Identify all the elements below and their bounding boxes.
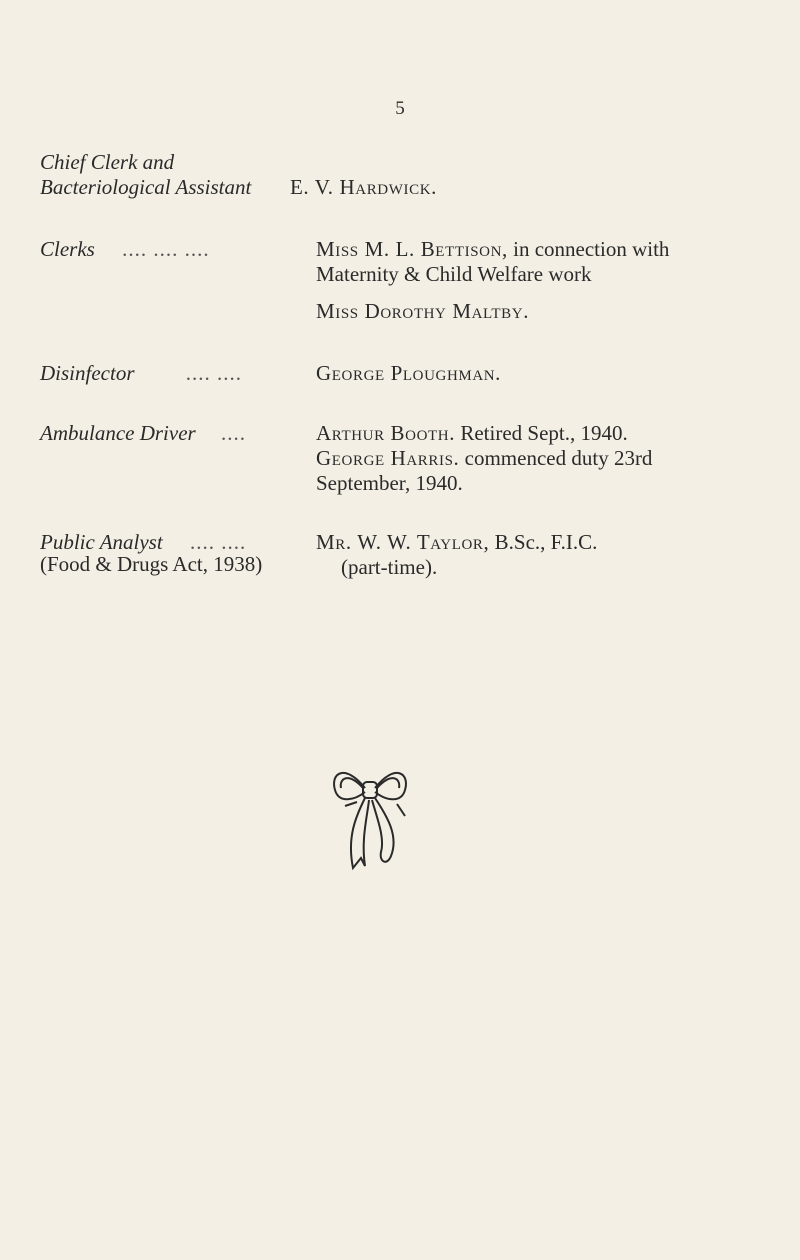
role-line: Chief Clerk and (40, 150, 175, 174)
leader-dots: .... .... .... (122, 237, 210, 261)
role-label (40, 150, 251, 200)
staff-name (316, 361, 686, 386)
person-name: Miss M. L. Bettison, (316, 237, 508, 261)
leader-dots: .... (220, 421, 246, 445)
person-name: George Harris. (316, 446, 460, 470)
staff-name (316, 421, 686, 496)
person-name: E. V. Hardwick. (290, 175, 437, 199)
staff-name (316, 237, 686, 324)
person-detail: Retired Sept., 1940. (455, 421, 628, 445)
person-detail: in connection with Maternity & Child Welfare work (316, 237, 670, 286)
role-text: Public Analyst (40, 530, 163, 554)
ribbon-bow-icon (325, 758, 415, 878)
person-name: Mr. W. W. Taylor, (316, 530, 490, 554)
leader-dots: .... .... (185, 361, 242, 385)
role-text: Ambulance Driver (40, 421, 196, 445)
person-detail: B.Sc., F.I.C. (489, 530, 598, 554)
leader-dots: .... .... (189, 530, 247, 554)
staff-name (290, 175, 660, 200)
role-sub-label: (Food & Drugs Act, 1938) (40, 552, 263, 576)
role-label (40, 421, 246, 446)
person-detail: commenced duty 23rd September, 1940. (316, 446, 653, 495)
page-number: 5 (395, 98, 405, 119)
role-label (40, 237, 210, 262)
person-name: Arthur Booth. (316, 421, 456, 445)
role-label (40, 361, 242, 386)
person-name: Miss Dorothy Maltby. (316, 299, 530, 323)
person-note: (part-time). (341, 555, 438, 579)
role-text: Clerks (40, 237, 95, 261)
person-name: George Ploughman. (316, 361, 502, 385)
role-line: Bacteriological Assistant (40, 175, 252, 199)
role-text: Disinfector (40, 361, 135, 385)
staff-name (316, 530, 686, 580)
